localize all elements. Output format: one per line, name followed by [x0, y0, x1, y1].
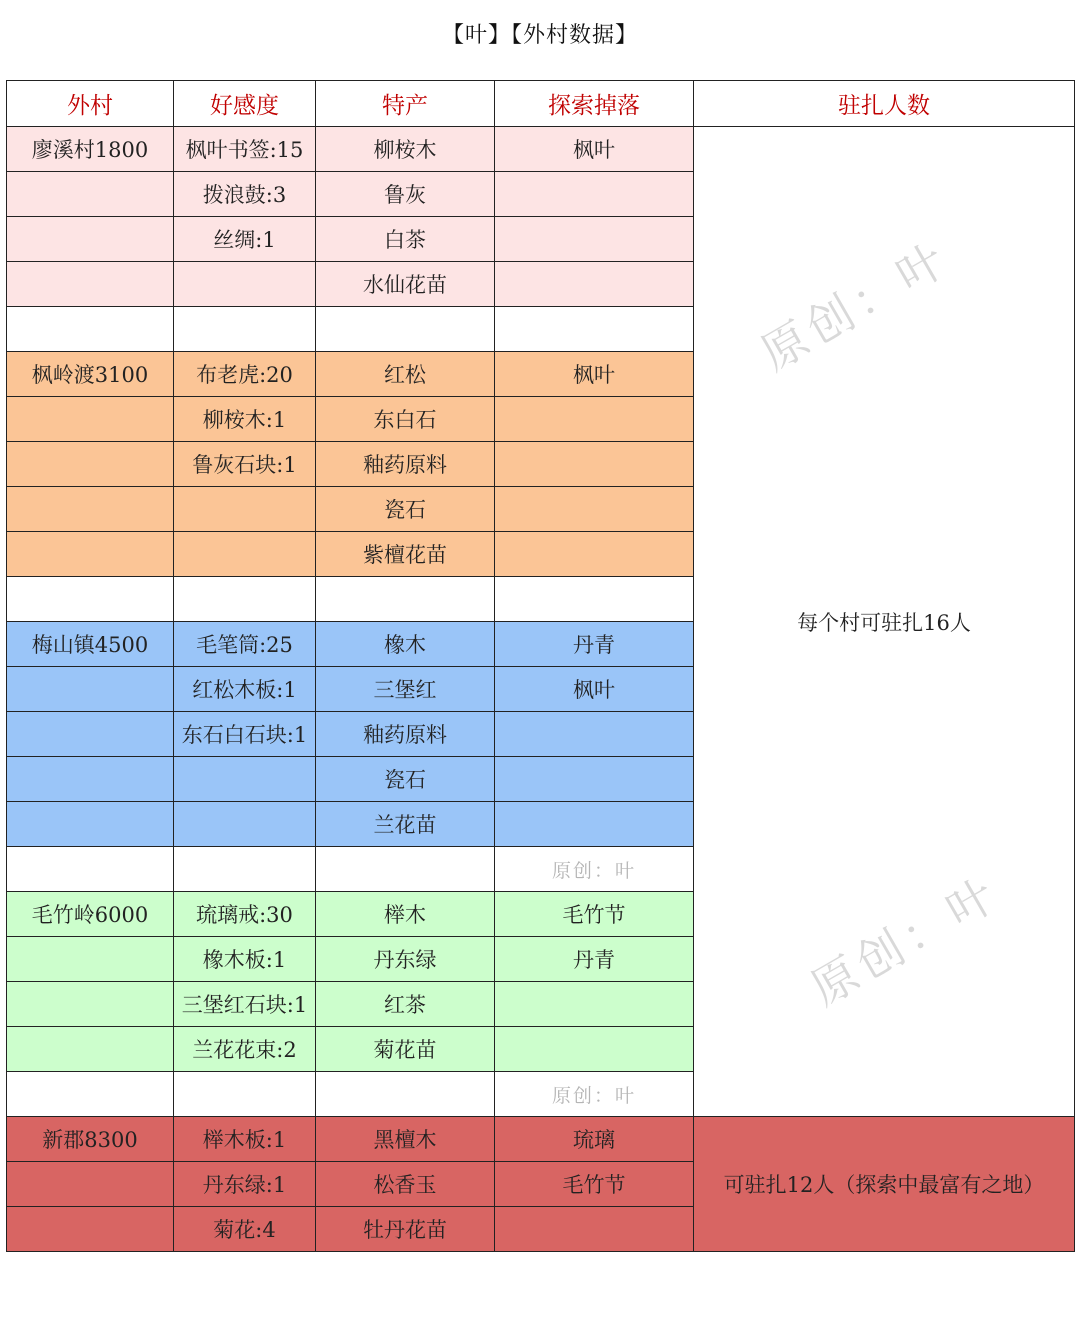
empty-cell	[7, 307, 174, 352]
cell-drop: 枫叶	[495, 667, 694, 712]
cell-specialty: 柳桉木	[316, 127, 495, 172]
cell-favor: 榉木板:1	[174, 1117, 316, 1162]
cell-village: 廖溪村1800	[7, 127, 174, 172]
cell-favor: 红松木板:1	[174, 667, 316, 712]
cell-specialty: 黑檀木	[316, 1117, 495, 1162]
cell-drop	[495, 1027, 694, 1072]
header-village: 外村	[7, 81, 174, 127]
cell-specialty: 鲁灰	[316, 172, 495, 217]
cell-drop: 毛竹节	[495, 1162, 694, 1207]
cell-drop: 毛竹节	[495, 892, 694, 937]
cell-favor: 毛笔筒:25	[174, 622, 316, 667]
cell-specialty: 釉药原料	[316, 442, 495, 487]
cell-drop	[495, 982, 694, 1027]
cell-specialty: 松香玉	[316, 1162, 495, 1207]
cell-specialty: 紫檀花苗	[316, 532, 495, 577]
empty-cell	[7, 847, 174, 892]
cell-drop: 丹青	[495, 622, 694, 667]
garrison-main: 每个村可驻扎16人	[694, 127, 1075, 1117]
cell-village	[7, 442, 174, 487]
cell-specialty: 丹东绿	[316, 937, 495, 982]
empty-cell	[174, 1072, 316, 1117]
cell-drop	[495, 532, 694, 577]
cell-drop: 琉璃	[495, 1117, 694, 1162]
cell-favor: 鲁灰石块:1	[174, 442, 316, 487]
cell-specialty: 菊花苗	[316, 1027, 495, 1072]
cell-specialty: 橡木	[316, 622, 495, 667]
cell-village	[7, 667, 174, 712]
header-favor: 好感度	[174, 81, 316, 127]
cell-village	[7, 262, 174, 307]
cell-specialty: 三堡红	[316, 667, 495, 712]
village-table	[6, 80, 1075, 1252]
cell-village	[7, 487, 174, 532]
cell-drop	[495, 802, 694, 847]
cell-specialty: 瓷石	[316, 757, 495, 802]
cell-favor: 三堡红石块:1	[174, 982, 316, 1027]
empty-cell	[316, 577, 495, 622]
cell-drop	[495, 757, 694, 802]
cell-drop	[495, 397, 694, 442]
cell-specialty: 兰花苗	[316, 802, 495, 847]
cell-favor: 丝绸:1	[174, 217, 316, 262]
cell-favor: 琉璃戒:30	[174, 892, 316, 937]
cell-favor: 橡木板:1	[174, 937, 316, 982]
cell-favor	[174, 802, 316, 847]
cell-favor: 丹东绿:1	[174, 1162, 316, 1207]
watermark-cell: 原创：叶	[495, 847, 694, 892]
cell-favor: 柳桉木:1	[174, 397, 316, 442]
cell-drop	[495, 217, 694, 262]
cell-village	[7, 217, 174, 262]
table-row	[7, 1117, 1075, 1162]
cell-village	[7, 397, 174, 442]
watermark-cell	[495, 307, 694, 352]
watermark-cell: 原创：叶	[495, 1072, 694, 1117]
cell-favor	[174, 487, 316, 532]
cell-drop: 枫叶	[495, 352, 694, 397]
cell-specialty: 东白石	[316, 397, 495, 442]
cell-favor: 拨浪鼓:3	[174, 172, 316, 217]
cell-village: 枫岭渡3100	[7, 352, 174, 397]
cell-drop	[495, 262, 694, 307]
cell-village	[7, 532, 174, 577]
watermark-cell	[495, 577, 694, 622]
cell-village	[7, 712, 174, 757]
cell-drop	[495, 1207, 694, 1252]
cell-village	[7, 1027, 174, 1072]
cell-village	[7, 1207, 174, 1252]
watermark-top: 原创：叶	[751, 230, 960, 381]
cell-drop	[495, 442, 694, 487]
header-drop: 探索掉落	[495, 81, 694, 127]
cell-favor: 枫叶书签:15	[174, 127, 316, 172]
cell-village	[7, 1162, 174, 1207]
page-title: 【叶】【外村数据】	[441, 23, 638, 48]
garrison-xinjun: 可驻扎12人（探索中最富有之地）	[694, 1117, 1075, 1252]
cell-drop: 枫叶	[495, 127, 694, 172]
cell-drop	[495, 712, 694, 757]
cell-village	[7, 982, 174, 1027]
cell-village: 新郡8300	[7, 1117, 174, 1162]
empty-cell	[7, 1072, 174, 1117]
cell-specialty: 红松	[316, 352, 495, 397]
cell-favor	[174, 757, 316, 802]
cell-village	[7, 937, 174, 982]
cell-specialty: 釉药原料	[316, 712, 495, 757]
cell-specialty: 瓷石	[316, 487, 495, 532]
cell-specialty: 榉木	[316, 892, 495, 937]
cell-village: 梅山镇4500	[7, 622, 174, 667]
cell-specialty: 牡丹花苗	[316, 1207, 495, 1252]
cell-favor: 兰花花束:2	[174, 1027, 316, 1072]
cell-village: 毛竹岭6000	[7, 892, 174, 937]
empty-cell	[174, 307, 316, 352]
cell-favor: 东石白石块:1	[174, 712, 316, 757]
empty-cell	[316, 1072, 495, 1117]
cell-favor: 菊花:4	[174, 1207, 316, 1252]
cell-drop	[495, 487, 694, 532]
cell-village	[7, 172, 174, 217]
header-row	[7, 81, 1075, 127]
cell-specialty: 红茶	[316, 982, 495, 1027]
table-row	[7, 127, 1075, 172]
cell-specialty: 水仙花苗	[316, 262, 495, 307]
empty-cell	[316, 847, 495, 892]
empty-cell	[316, 307, 495, 352]
cell-drop: 丹青	[495, 937, 694, 982]
header-garrison: 驻扎人数	[694, 81, 1075, 127]
cell-drop	[495, 172, 694, 217]
empty-cell	[7, 577, 174, 622]
cell-favor: 布老虎:20	[174, 352, 316, 397]
cell-specialty: 白茶	[316, 217, 495, 262]
empty-cell	[174, 847, 316, 892]
header-specialty: 特产	[316, 81, 495, 127]
cell-favor	[174, 262, 316, 307]
watermark-bottom: 原创：叶	[801, 865, 1010, 1016]
cell-village	[7, 757, 174, 802]
cell-village	[7, 802, 174, 847]
empty-cell	[174, 577, 316, 622]
cell-favor	[174, 532, 316, 577]
